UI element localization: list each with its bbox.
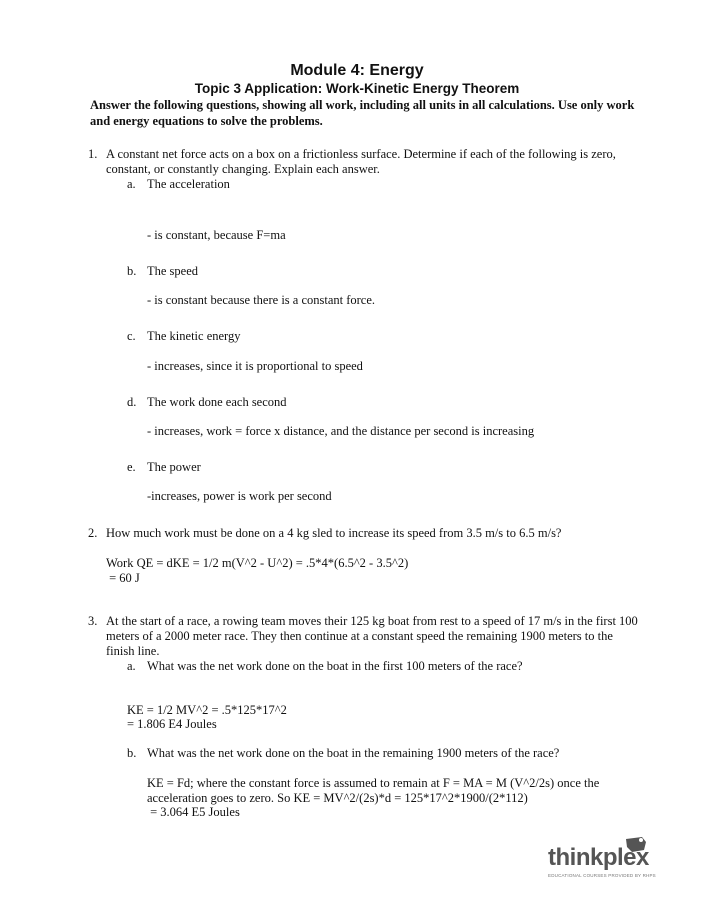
q3-item-b-prompt: What was the net work done on the boat in the remaining 1900 meters of the race? — [147, 746, 560, 760]
page-title: Module 4: Energy — [290, 62, 424, 79]
thinkplex-logo — [548, 836, 658, 882]
question-3-number: 3. — [88, 614, 98, 628]
question-2-text: How much work must be done on a 4 kg sled to increase its speed from 3.5 m/s to 6.5 m/s? — [106, 526, 562, 540]
q3-item-b-answer-line-1: KE = Fd; where the constant force is assumed to remain at F = MA = M (V^2/2s) once the — [147, 776, 600, 790]
q1-item-c-answer: - increases, since it is proportional to speed — [147, 359, 363, 373]
q1-item-c-prompt: The kinetic energy — [147, 329, 241, 343]
question-2-number: 2. — [88, 526, 98, 540]
logo-tagline: EDUCATIONAL COURSES PROVIDED BY RHPS — [548, 873, 656, 878]
q1-item-d-answer: - increases, work = force x distance, and the distance per second is increasing — [147, 424, 535, 438]
question-2-answer-line-1: Work QE = dKE = 1/2 m(V^2 - U^2) = .5*4*(6.5^2 - 3.5^2) — [106, 556, 409, 570]
question-3-text-line-3: finish line. — [106, 644, 160, 658]
q1-item-a-letter: a. — [127, 177, 136, 191]
q1-item-d-prompt: The work done each second — [147, 395, 287, 409]
q1-item-e-answer: -increases, power is work per second — [147, 489, 332, 503]
question-2-answer-line-2: = 60 J — [106, 571, 140, 585]
q3-item-a-answer-line-1: KE = 1/2 MV^2 = .5*125*17^2 — [127, 703, 287, 717]
question-1-text-line-1: A constant net force acts on a box on a frictionless surface. Determine if each of the following is zero, — [106, 147, 616, 161]
q1-item-d-letter: d. — [127, 395, 137, 409]
q3-item-a-answer-line-2: = 1.806 E4 Joules — [127, 717, 217, 731]
instructions-line-2: and energy equations to solve the problems. — [90, 114, 323, 128]
q1-item-a-prompt: The acceleration — [147, 177, 230, 191]
question-1-number: 1. — [88, 147, 98, 161]
q3-item-a-letter: a. — [127, 659, 136, 673]
page-subtitle: Topic 3 Application: Work-Kinetic Energy Theorem — [194, 81, 520, 96]
q3-item-a-prompt: What was the net work done on the boat in the first 100 meters of the race? — [147, 659, 523, 673]
q1-item-b-prompt: The speed — [147, 264, 199, 278]
instructions-line-1: Answer the following questions, showing all work, including all units in all calculations. Use only work — [90, 98, 635, 112]
logo-wordmark: thinkplex — [548, 844, 649, 871]
question-3-text-line-1: At the start of a race, a rowing team moves their 125 kg boat from rest to a speed of 17 m/s in the first 100 — [106, 614, 638, 628]
q1-item-b-answer: - is constant because there is a constant force. — [147, 293, 376, 307]
q3-item-b-answer-line-3: = 3.064 E5 Joules — [147, 805, 240, 819]
q1-item-c-letter: c. — [127, 329, 136, 343]
q1-item-e-prompt: The power — [147, 460, 201, 474]
q1-item-b-letter: b. — [127, 264, 137, 278]
question-3-text-line-2: meters of a 2000 meter race. They then continue at a constant speed the remaining 1900 meters to the — [106, 629, 613, 643]
question-1-text-line-2: constant, or constantly changing. Explain each answer. — [106, 162, 380, 176]
q1-item-a-answer: - is constant, because F=ma — [147, 228, 286, 242]
q3-item-b-answer-line-2: acceleration goes to zero. So KE = MV^2/(2s)*d = 125*17^2*1900/(2*112) — [147, 791, 528, 805]
q1-item-e-letter: e. — [127, 460, 136, 474]
q3-item-b-letter: b. — [127, 746, 137, 760]
